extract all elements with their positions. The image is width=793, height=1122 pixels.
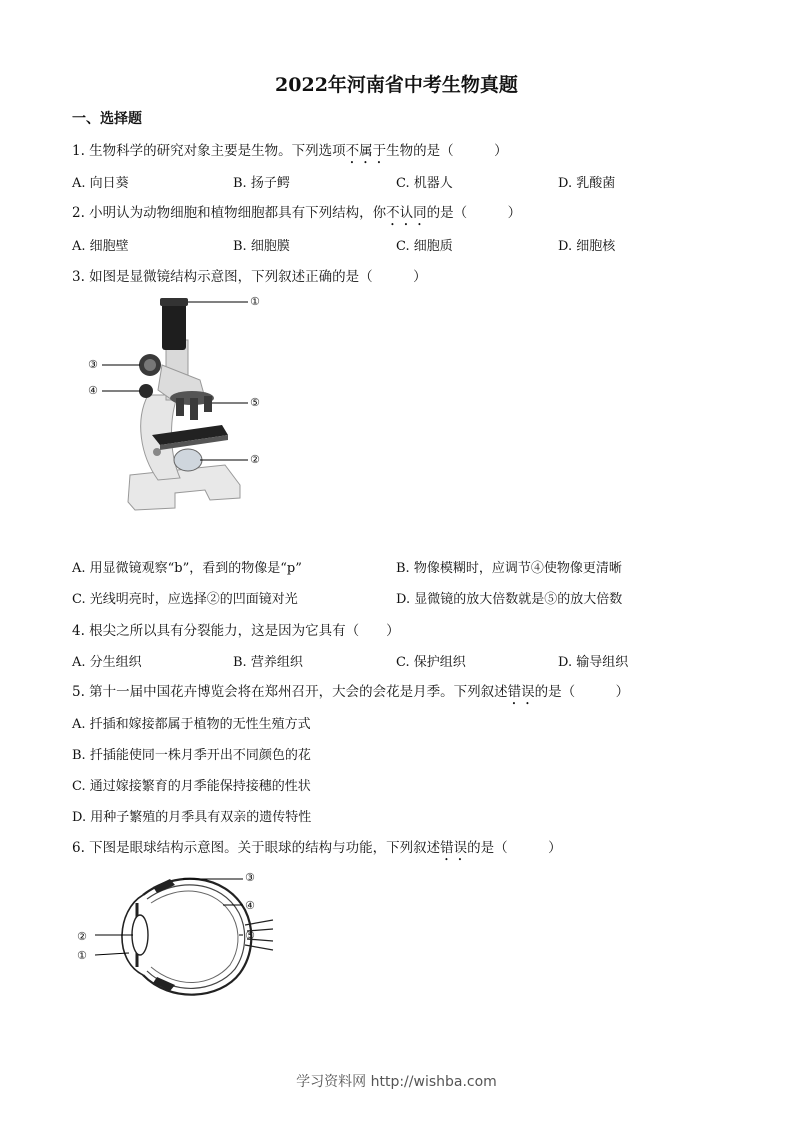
question-4-option-b[interactable]: B. 营养组织 bbox=[233, 655, 303, 670]
question-2-emphasis: 不认同 bbox=[386, 205, 427, 221]
question-6-stem-post: 的是（ ） bbox=[467, 840, 562, 856]
microscope-label-1: ① bbox=[250, 295, 260, 308]
eye-label-5: ⑤ bbox=[245, 929, 255, 942]
question-1-stem bbox=[72, 139, 508, 167]
question-5-option-d[interactable]: D. 用种子繁殖的月季具有双亲的遗传特性 bbox=[72, 810, 312, 825]
question-1-emphasis: 不属于 bbox=[345, 143, 387, 159]
question-5-option-c[interactable]: C. 通过嫁接繁育的月季能保持接穗的性状 bbox=[72, 779, 311, 794]
question-1-stem-post: 生物的是（ ） bbox=[386, 143, 508, 159]
question-2-stem-post: 的是（ ） bbox=[426, 205, 522, 221]
question-2-stem-pre: 2. 小明认为动物细胞和植物细胞都具有下列结构，你 bbox=[72, 205, 387, 221]
question-1-option-c[interactable]: C. 机器人 bbox=[396, 176, 453, 191]
question-5-option-a[interactable]: A. 扦插和嫁接都属于植物的无性生殖方式 bbox=[72, 717, 311, 732]
eye-label-4: ④ bbox=[245, 899, 255, 912]
question-3-stem: 3. 如图是显微镜结构示意图，下列叙述正确的是（ ） bbox=[72, 269, 427, 285]
page-footer: 学习资料网 http://wishba.com bbox=[296, 1074, 497, 1090]
question-2-option-c[interactable]: C. 细胞质 bbox=[396, 239, 453, 254]
question-2-option-d[interactable]: D. 细胞核 bbox=[558, 239, 616, 254]
eye-label-3: ③ bbox=[245, 871, 255, 884]
question-5-option-b[interactable]: B. 扦插能使同一株月季开出不同颜色的花 bbox=[72, 748, 311, 763]
question-2-option-a[interactable]: A. 细胞壁 bbox=[72, 239, 129, 254]
question-4-option-a[interactable]: A. 分生组织 bbox=[72, 655, 142, 670]
microscope-label-2: ② bbox=[250, 453, 260, 466]
question-5-emphasis: 错误 bbox=[507, 684, 535, 700]
question-3-option-b[interactable]: B. 物像模糊时，应调节④使物像更清晰 bbox=[396, 561, 622, 576]
microscope-label-4: ④ bbox=[88, 384, 98, 397]
question-6-emphasis: 错误 bbox=[440, 840, 468, 856]
question-1-stem-pre: 1. 生物科学的研究对象主要是生物。下列选项 bbox=[72, 143, 346, 159]
eye-label-1: ① bbox=[77, 949, 87, 962]
question-4-option-d[interactable]: D. 输导组织 bbox=[558, 655, 629, 670]
question-5-stem-post: 的是（ ） bbox=[534, 684, 630, 700]
question-1-option-a[interactable]: A. 向日葵 bbox=[72, 176, 129, 191]
eye-label-2: ② bbox=[77, 930, 87, 943]
microscope-label-3: ③ bbox=[88, 358, 98, 371]
question-6-stem-pre: 6. 下图是眼球结构示意图。关于眼球的结构与功能，下列叙述 bbox=[72, 840, 441, 856]
question-6-stem bbox=[72, 836, 562, 864]
section-heading: 一、选择题 bbox=[72, 111, 142, 127]
question-3-option-a[interactable]: A. 用显微镜观察“b”，看到的物像是“p” bbox=[72, 561, 302, 576]
question-1-option-b[interactable]: B. 扬子鳄 bbox=[233, 176, 290, 191]
question-4-stem: 4. 根尖之所以具有分裂能力，这是因为它具有（ ） bbox=[72, 623, 400, 639]
question-5-stem bbox=[72, 680, 629, 708]
question-4-option-c[interactable]: C. 保护组织 bbox=[396, 655, 466, 670]
question-3-option-d[interactable]: D. 显微镜的放大倍数就是⑤的放大倍数 bbox=[396, 592, 623, 607]
question-3-option-c[interactable]: C. 光线明亮时，应选择②的凹面镜对光 bbox=[72, 592, 298, 607]
question-5-stem-pre: 5. 第十一届中国花卉博览会将在郑州召开，大会的会花是月季。下列叙述 bbox=[72, 684, 508, 700]
question-2-stem bbox=[72, 201, 521, 229]
page-title: 2022年河南省中考生物真题 bbox=[275, 74, 518, 96]
question-1-option-d[interactable]: D. 乳酸菌 bbox=[558, 176, 616, 191]
question-2-option-b[interactable]: B. 细胞膜 bbox=[233, 239, 290, 254]
microscope-label-5: ⑤ bbox=[250, 396, 260, 409]
